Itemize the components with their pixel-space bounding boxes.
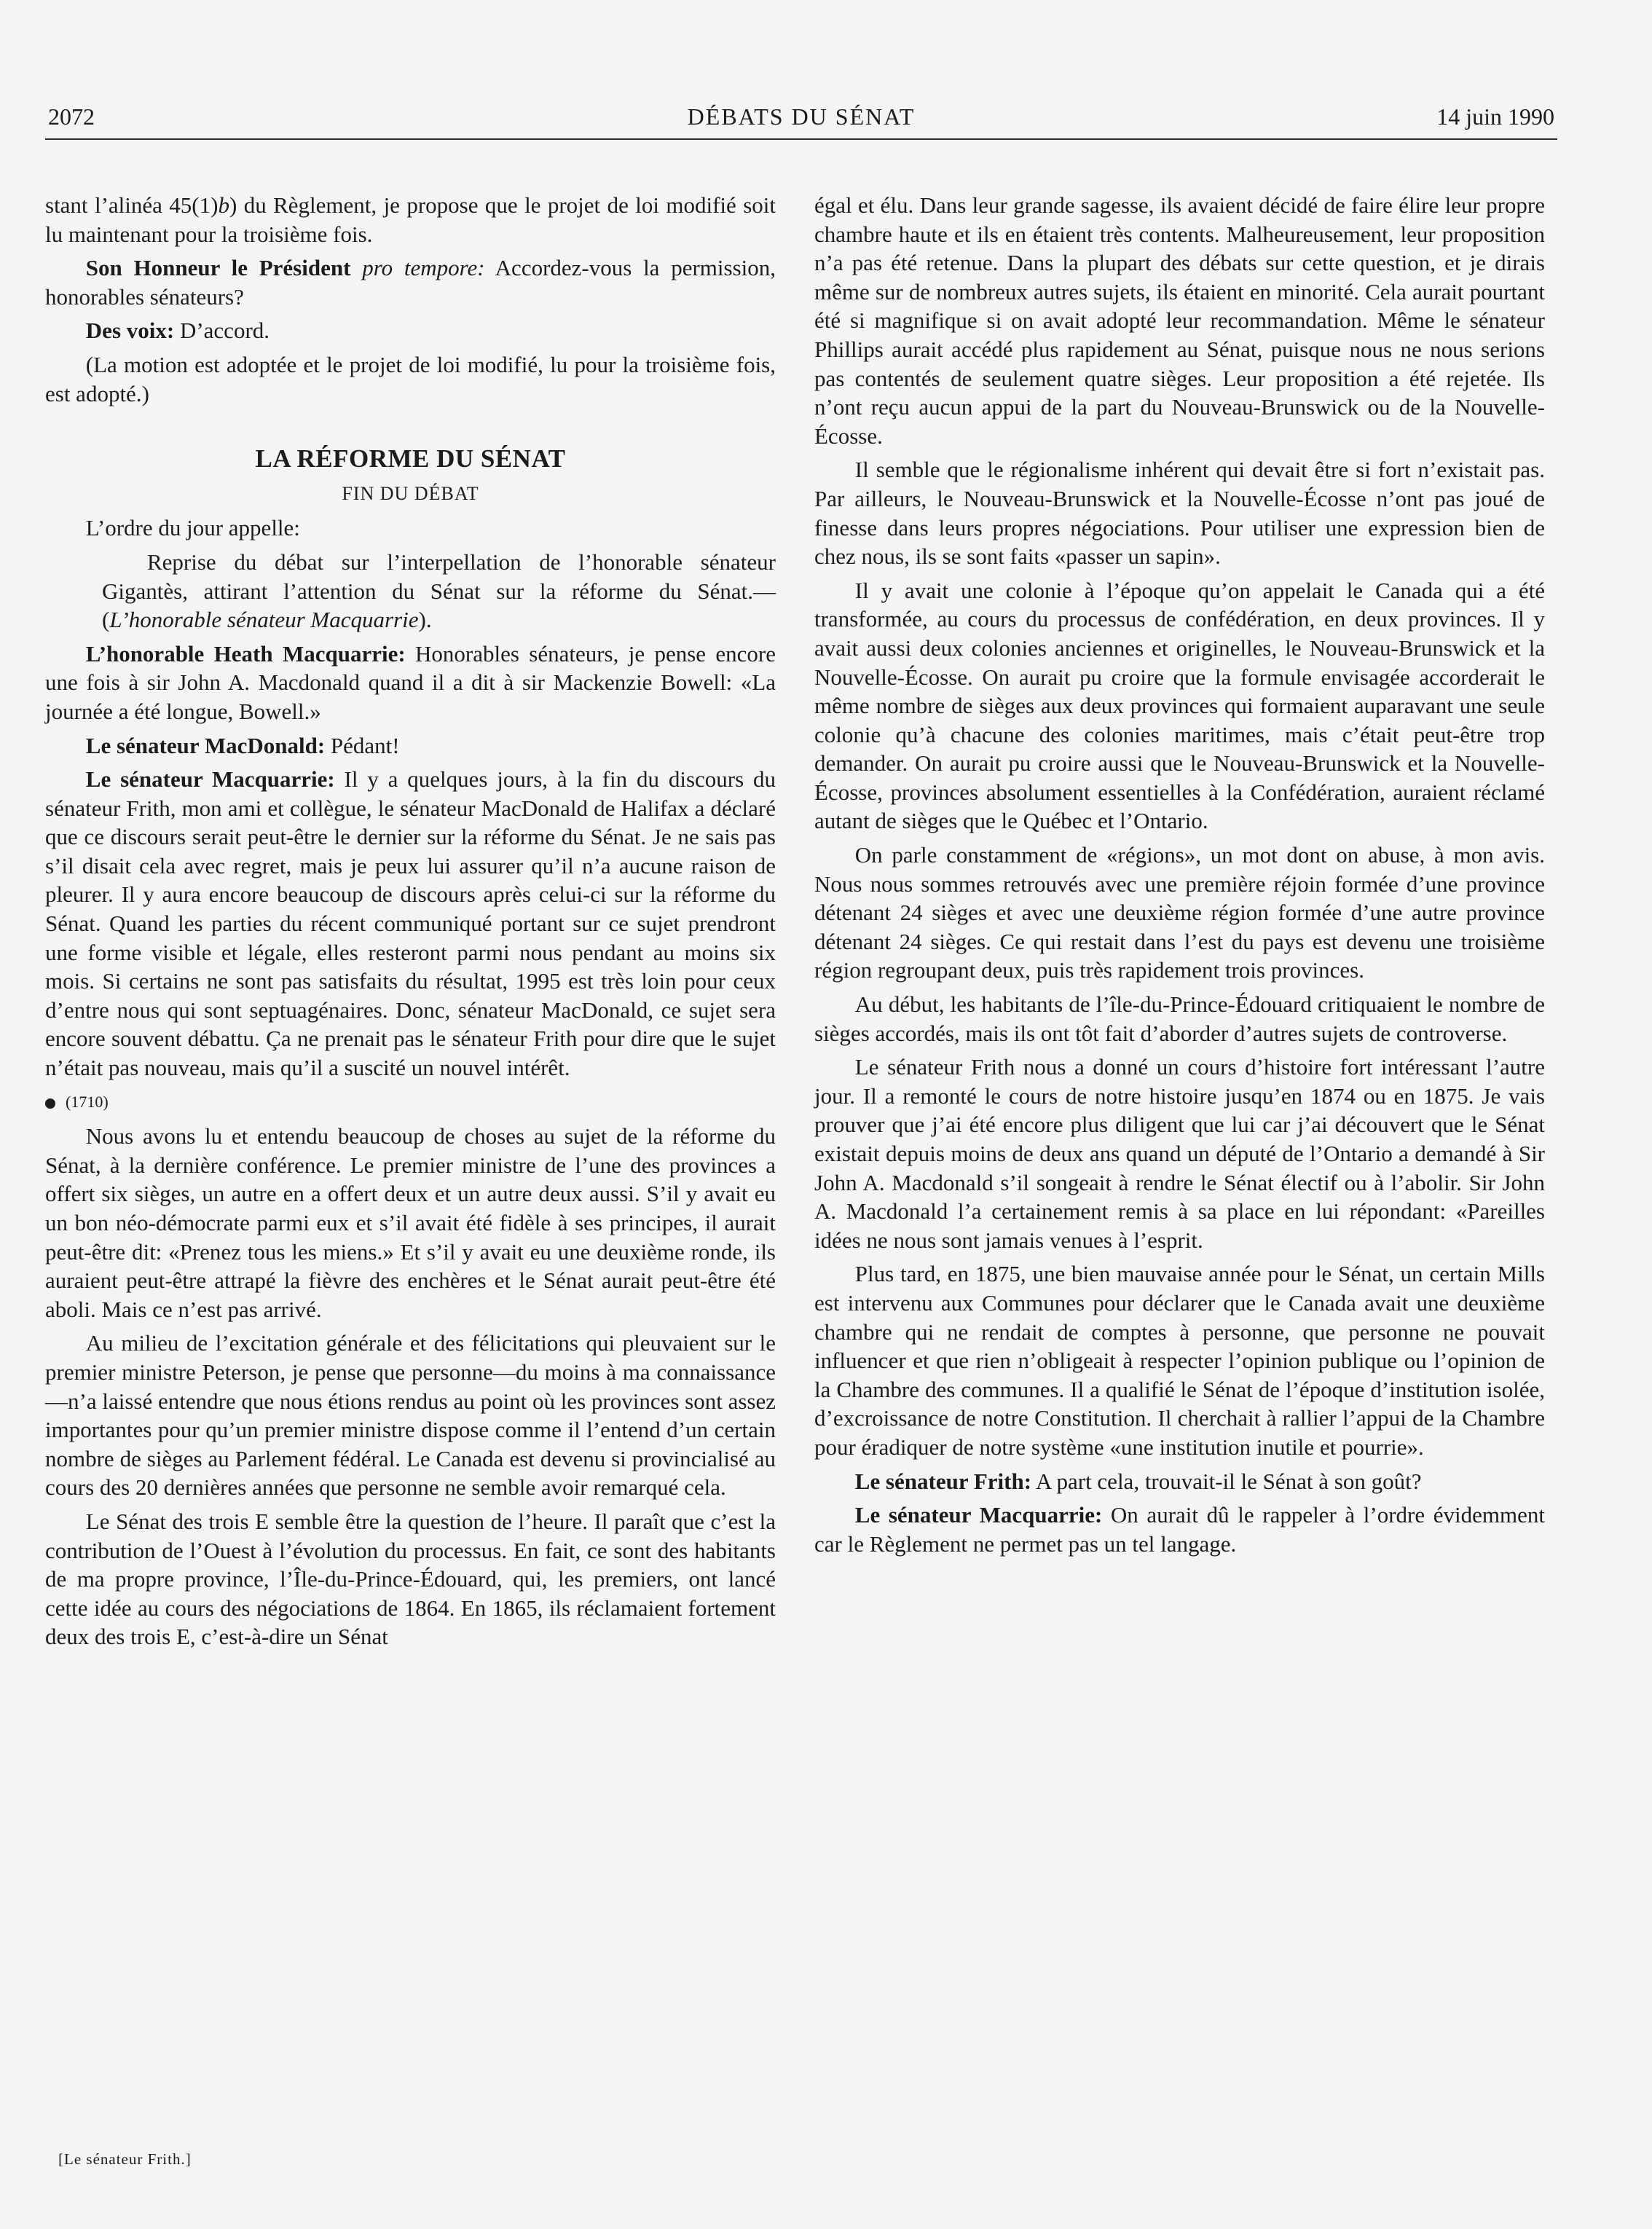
paragraph: Le sénateur Macquarrie: On aurait dû le rappeler à l’ordre évidemment car le Règlement ne permet pas un tel langage. [814,1502,1545,1557]
speaker-name: Le sénateur Macquarrie: [854,1502,1103,1528]
paragraph: Plus tard, en 1875, une bien mauvaise année pour le Sénat, un certain Mills est intervenu aux Communes pour déclarer que le Canada avait une deuxième chambre qui ne rendait de comptes à personne, que personne ne pouvait influencer et que rien n’obligeait à respecter l’opinion publique ou l’opinion de la Chambre des communes. Il a qualifié le Sénat de l’époque d’institution isolée, d’excroissance de notre Constitution. Il cherchait à rallier l’appui de la Chambre pour éradiquer de notre système «une institution inutile et pourrie». [814,1261,1545,1460]
paragraph: Le sénateur MacDonald: Pédant! [85,732,400,758]
page-header [45,101,1557,140]
paragraph: L’honorable Heath Macquarrie: Honorables sénateurs, je pense encore une fois à sir John A. Macdonald quand il a dit à sir Mackenzie Bowell: «La journée a été longue, Bowell.» [45,640,776,724]
bullet-icon [45,1098,55,1109]
left-column [45,191,776,1656]
paragraph: stant l’alinéa 45(1)b) du Règlement, je propose que le projet de loi modifié soit lu maintenant pour la troisième fois. [45,192,776,247]
paragraph: Il semble que le régionalisme inhérent qui devait être si fort n’existait pas. Par ailleurs, le Nouveau-Brunswick et la Nouvelle-Écosse n’ont pas joué de finesse dans leurs propres négociations. Pour utiliser une expression bien de chez nous, ils se sont faits «passer un sapin». [814,457,1545,570]
page-title: DÉBATS DU SÉNAT [687,103,916,130]
page-date: 14 juin 1990 [1436,103,1554,130]
section-subheading: FIN DU DÉBAT [342,482,479,504]
speaker-name: Le sénateur MacDonald: [85,732,326,758]
paragraph: Le sénateur Frith nous a donné un cours d’histoire fort intéressant l’autre jour. Il a remonté le cours de notre histoire jusqu’en 1874 ou en 1875. Je vais prouver que j’ai été encore plus diligent que lui car j’ai découvert que le Sénat existait depuis moins de deux ans quand un député de l’Ontario a demandé à Sir John A. Macdonald s’il songeait à rendre le Sénat électif ou à l’abolir. Sir John A. Macdonald l’a certainement remis à sa place en lui répondant: «Pareilles idées ne nous sont jamais venues à l’esprit. [814,1054,1545,1253]
page-number: 2072 [48,103,95,130]
paragraph: Le sénateur Frith: A part cela, trouvait-il le Sénat à son goût? [854,1468,1422,1494]
paragraph: Le sénateur Macquarrie: Il y a quelques jours, à la fin du discours du sénateur Frith, mon ami et collègue, le sénateur MacDonald de Halifax a déclaré que ce discours serait peut-être le dernier sur la réforme du Sénat. Je ne sais pas s’il disait cela avec regret, mais je peux lui assurer qu’il n’a aucune raison de pleurer. Il y aura encore beaucoup de discours après celui-ci sur la réforme du Sénat. Quand les parties du récent communiqué portant sur ce sujet prendront une forme visible et légale, elles resteront parmi nous pendant au moins six mois. Si certains ne sont pas satisfaits du résultat, 1995 est très loin pour ceux d’entre nous qui sont septuagénaires. Donc, sénateur MacDonald, ce sujet sera encore souvent débattu. Ça ne prenait pas le sénateur Frith pour dire que le sujet n’était pas nouveau, mais qu’il a suscité un nouvel intérêt. [45,766,776,1081]
paragraph: Le Sénat des trois E semble être la question de l’heure. Il paraît que c’est la contribution de l’Ouest à l’évolution du processus. En fait, ce sont des habitants de ma propre province, l’Île-du-Prince-Édouard, qui, les premiers, ont lancé cette idée au cours des négociations de 1864. En 1865, ils réclamaient fortement deux des trois E, c’est-à-dire un Sénat [45,1508,776,1650]
section-heading: LA RÉFORME DU SÉNAT [255,444,566,473]
paragraph: Au milieu de l’excitation générale et des félicitations qui pleuvaient sur le premier ministre Peterson, je pense que personne—du moins à ma connaissance—n’a laissé entendre que nous étions rendus au point où les provinces sont assez importantes pour qu’un premier ministre dispose comme il l’entend d’un certain nombre de sièges au Parlement fédéral. Le Canada est devenu si provincialisé au cours des 20 dernières années que personne ne semble avoir remarqué cela. [45,1330,776,1501]
paragraph: On parle constamment de «régions», un mot dont on abuse, à mon avis. Nous nous sommes retrouvés avec une première réjoin formée d’une province détenant 24 sièges et avec une deuxième région formée d’une autre province détenant 24 sièges. Ce qui restait dans l’est du pays est devenu une troisième région regroupant deux, puis très rapidement trois provinces. [814,842,1545,983]
order-quote: Reprise du débat sur l’interpellation de l’honorable sénateur Gigantès, attirant l’attention du Sénat sur la réforme du Sénat.—(L’honorable sénateur Macquarrie). [102,549,776,633]
time-marker: (1710) [45,1088,776,1117]
speaker-name: Des voix: [85,318,175,344]
paragraph: L’ordre du jour appelle: [85,515,300,541]
speaker-name: Son Honneur le Président [85,255,351,281]
speaker-name: Le sénateur Frith: [854,1468,1032,1494]
paragraph: Son Honneur le Président pro tempore: Accordez-vous la permission, honorables sénateurs? [45,255,776,310]
footnote: [Le sénateur Frith.] [58,2150,192,2168]
speaker-name: Le sénateur Macquarrie: [85,766,335,793]
paragraph: Nous avons lu et entendu beaucoup de choses au sujet de la réforme du Sénat, à la dernière conférence. Le premier ministre de l’une des provinces a offert six sièges, un autre en a offert deux et un autre deux aussi. S’il y avait eu un bon néo-démocrate parmi eux et s’il avait été fidèle à ses principes, il aurait peut-être dit: «Prenez tous les miens.» Et s’il y avait eu une deuxième ronde, ils auraient peut-être attrapé la fièvre des enchères et le Sénat aurait peut-être été aboli. Mais ce n’est pas arrivé. [45,1123,776,1322]
paragraph: (La motion est adoptée et le projet de loi modifié, lu pour la troisième fois, est adopté.) [45,351,776,406]
right-column [814,191,1545,1563]
paragraph: Au début, les habitants de l’île-du-Prince-Édouard critiquaient le nombre de sièges accordés, mais ils ont tôt fait d’aborder d’autres sujets de controverse. [814,991,1545,1046]
paragraph: égal et élu. Dans leur grande sagesse, ils avaient décidé de faire élire leur propre chambre haute et ils en étaient très contents. Malheureusement, leur proposition n’a pas été retenue. Dans la plupart des débats sur cette question, et je dirais même sur de nombreux autres sujets, ils étaient en minorité. Cela aurait pourtant été si magnifique si on avait adopté leur recommandation. Même le sénateur Phillips aurait accédé plus rapidement au Sénat, puisque nous ne nous serions pas contentés de seulement quatre sièges. Leur proposition a été rejetée. Ils n’ont reçu aucun appui de la part du Nouveau-Brunswick ou de la Nouvelle-Écosse. [814,192,1545,449]
paragraph: Des voix: D’accord. [85,318,270,344]
paragraph: Il y avait une colonie à l’époque qu’on appelait le Canada qui a été transformée, au cours du processus de confédération, en deux provinces. Il y avait aussi deux colonies anciennes et originelles, le Nouveau-Brunswick et la Nouvelle-Écosse. On aurait pu croire que la formule envisagée accorderait le même nombre de sièges aux deux provinces qui formaient auparavant une seule colonie qu’à chacune des colonies maritimes, mais c’était peut-être trop demander. On aurait pu croire aussi que le Nouveau-Brunswick et la Nouvelle-Écosse, provinces absolument essentielles à la Confédération, auraient réclamé autant de sièges que le Québec et l’Ontario. [814,577,1545,834]
speaker-name: L’honorable Heath Macquarrie: [85,640,406,667]
